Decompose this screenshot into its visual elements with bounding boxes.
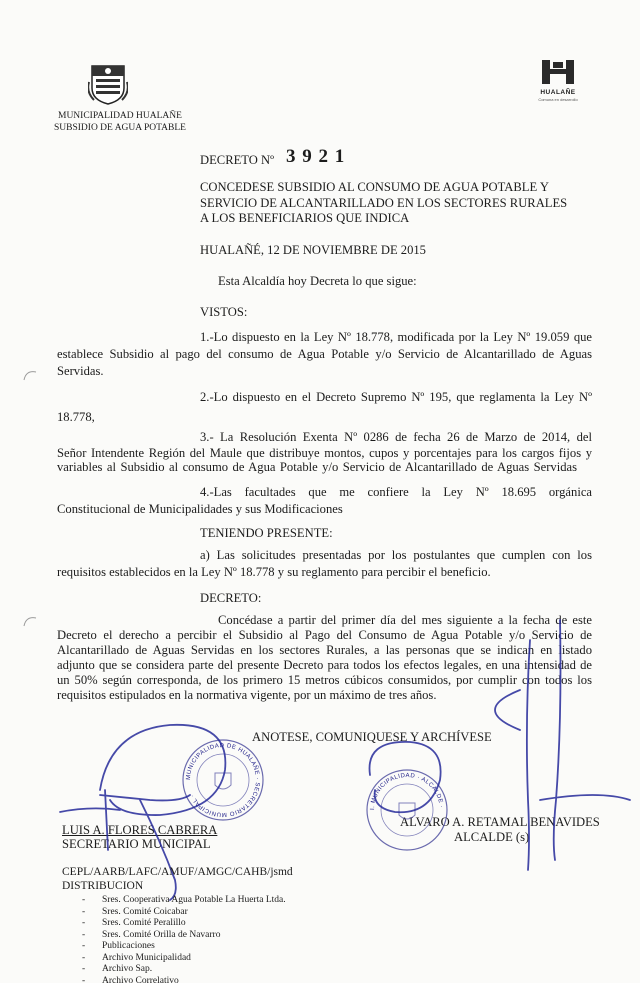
bullet-icon: - — [82, 975, 86, 983]
logo-name: HUALAÑE — [540, 89, 576, 96]
municipal-crest — [88, 62, 128, 106]
mayor-seal — [362, 765, 452, 855]
teniendo-p1-line-1: a) Las solicitudes presentadas por los postulantes que cumplen con los — [200, 548, 592, 562]
punch-hole-icon — [20, 612, 40, 632]
intro-text: Esta Alcaldía hoy Decreta lo que sigue: — [218, 274, 417, 288]
closing-formula: ANOTESE, COMUNIQUESE Y ARCHÍVESE — [252, 730, 492, 744]
initials-line: CEPL/AARB/LAFC/AMUF/AMGC/CAHB/jsmd — [62, 866, 293, 878]
teniendo-heading: TENIENDO PRESENTE: — [200, 526, 333, 540]
vistos-p1-line-2: establece Subsidio al pago del consumo de Agua Potable y/o Servicio de Alcantarillado de Aguas — [57, 347, 592, 361]
subject-line-3: A LOS BENEFICIARIOS QUE INDICA — [200, 211, 410, 225]
hualane-logo — [536, 58, 580, 104]
place-date: HUALAÑÉ, 12 DE NOVIEMBRE DE 2015 — [200, 243, 426, 257]
list-item: - Publicaciones — [82, 941, 155, 951]
vistos-p3-line-3: variables al Subsidio al consumo de Agua Potable y/o Servicio de Alcantarillado de Aguas Servidas — [57, 460, 577, 474]
list-item: - Sres. Comité Peralillo — [82, 918, 186, 928]
secretary-seal-text: MUNICIPALIDAD DE HUALAÑE · SECRETARIO MUNICIPAL · — [185, 742, 261, 818]
bullet-icon: - — [82, 941, 86, 951]
list-item: - Archivo Sap. — [82, 964, 153, 974]
bullet-icon: - — [82, 906, 86, 917]
svg-text:I. MUNICIPALIDAD · ALCALDE · — [370, 773, 444, 810]
vistos-p4-line-2: Constitucional de Municipalidades y sus Modificaciones — [57, 502, 343, 516]
teniendo-p1-line-2: requisitos establecidos en la Ley Nº 18.778 y su reglamento para percibir el beneficio. — [57, 565, 491, 579]
subject-line-2: SERVICIO DE ALCANTARILLADO EN LOS SECTORES RURALES — [200, 196, 568, 210]
vistos-p2-line-1: 2.-Lo dispuesto en el Decreto Supremo Nº 195, que reglamenta la Ley Nº — [200, 390, 592, 404]
secretary-name: LUIS A. FLORES CABRERA — [62, 823, 218, 837]
bullet-icon: - — [82, 895, 86, 905]
mayor-seal-text: I. MUNICIPALIDAD · ALCALDE · — [369, 772, 444, 811]
list-item: - Sres. Comité Orilla de Navarro — [82, 929, 221, 940]
punch-hole-icon — [20, 366, 40, 386]
municipality-name: MUNICIPALIDAD HUALAÑE — [58, 111, 182, 121]
list-item: - Archivo Correlativo — [82, 976, 286, 983]
bullet-icon: - — [82, 929, 86, 940]
decree-label: DECRETO Nº — [200, 153, 274, 167]
decreto-p1-line-2: Decreto el derecho a percibir el Subsidio al Pago del Consumo de Agua Potable y/o Servicio de — [57, 628, 592, 642]
svg-text:MUNICIPALIDAD DE HUALAÑE · SEC — [186, 743, 260, 817]
secretary-seal — [178, 735, 268, 825]
decreto-p1-line-1: Concédase a partir del primer día del mes siguiente a la fecha de este — [218, 613, 592, 627]
hualane-logo-icon — [538, 58, 578, 84]
secretary-title: SECRETARIO MUNICIPAL — [62, 837, 211, 851]
vistos-p1-line-1: 1.-Lo dispuesto en la Ley Nº 18.778, modificada por la Ley Nº 19.059 que — [200, 330, 592, 344]
list-item: - Sres. Comité Coicabar — [82, 906, 188, 917]
decreto-p1-line-6: requisitos estipulados en la normativa vigente, por un máximo de tres años. — [57, 688, 437, 702]
distribution-label: DISTRIBUCION — [62, 880, 144, 892]
department-name: SUBSIDIO DE AGUA POTABLE — [54, 123, 186, 133]
vistos-p1-line-3: Servidas. — [57, 364, 104, 378]
mayor-title: ALCALDE (s) — [454, 830, 530, 844]
crest-icon — [88, 62, 128, 106]
bullet-icon: - — [82, 918, 86, 928]
vistos-p3-line-2: Señor Intendente Región del Maule que distribuye montos, cupos y porcentajes para los cargos fijos y — [57, 446, 592, 460]
bullet-icon: - — [82, 952, 86, 963]
decreto-heading: DECRETO: — [200, 591, 262, 605]
distribution-list — [82, 895, 286, 983]
vistos-p2-line-2: 18.778, — [57, 410, 95, 424]
logo-tagline: Comuna en desarrollo — [538, 97, 578, 102]
list-item: - Archivo Municipalidad — [82, 952, 191, 963]
list-item: - Sres. Cooperativa Agua Potable La Huerta Ltda. — [82, 895, 286, 905]
subject-line-1: CONCEDESE SUBSIDIO AL CONSUMO DE AGUA POTABLE Y — [200, 180, 549, 194]
decreto-p1-line-3: Alcantarillado de Aguas Servidas en los sectores Rurales, a las personas que se indican en listado — [57, 643, 592, 657]
vistos-p3-line-1: 3.- La Resolución Exenta Nº 0286 de fecha 26 de Marzo de 2014, del — [200, 430, 592, 444]
mayor-name: ALVARO A. RETAMAL BENAVIDES — [400, 815, 600, 829]
vistos-heading: VISTOS: — [200, 305, 248, 319]
vistos-p4-line-1: 4.-Las facultades que me confiere la Ley Nº 18.695 orgánica — [200, 485, 592, 499]
decreto-p1-line-4: adjunto que se considera parte del presente Decreto para todos los efectos legales, en una intensidad de — [57, 658, 592, 672]
decree-number: 3 9 2 1 — [286, 146, 346, 167]
decreto-p1-line-5: un 50% según corresponda, de los primero 15 metros cúbicos consumidos, por cumplir con todos los — [57, 673, 592, 687]
bullet-icon: - — [82, 964, 86, 974]
